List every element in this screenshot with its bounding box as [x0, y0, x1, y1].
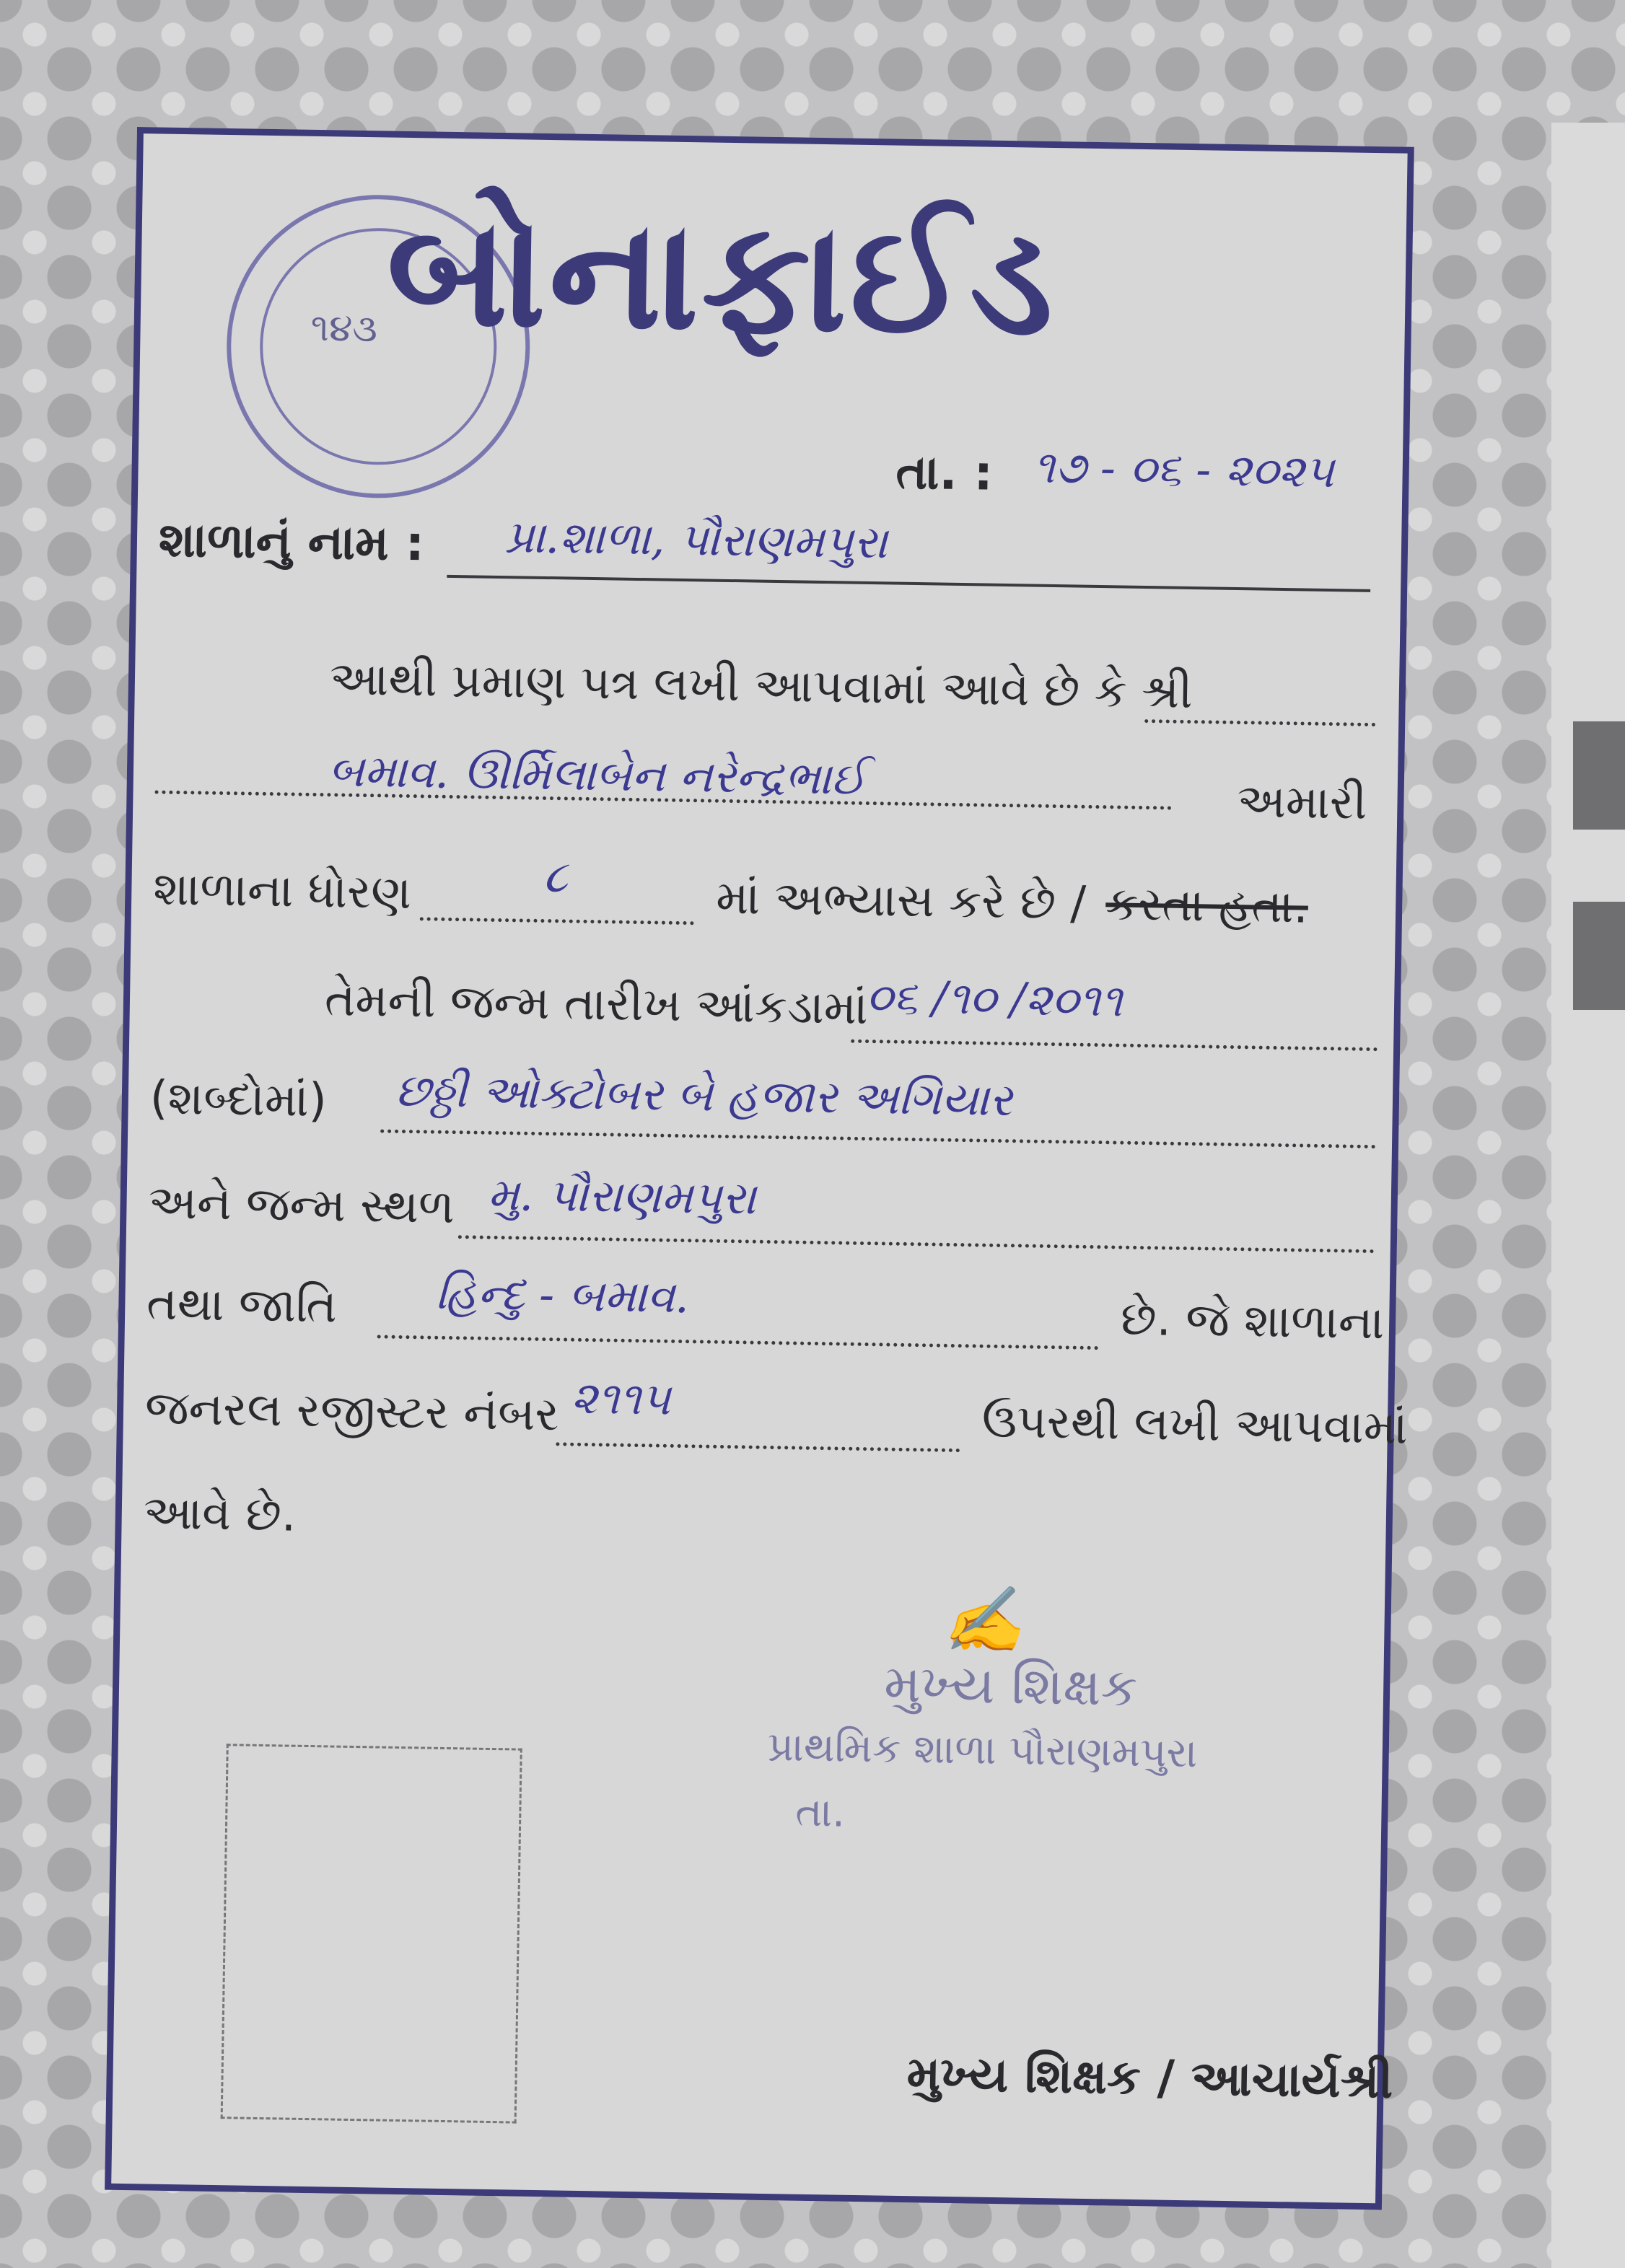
std-value: ૮	[543, 849, 569, 903]
register-suffix: ઉપરથી લખી આપવામાં	[981, 1394, 1409, 1455]
our-label: અમારી	[1236, 775, 1367, 830]
footer-signature-label: મુખ્ય શિક્ષક / આચાર્યશ્રી	[906, 2046, 1393, 2109]
certificate-title: બોનાફાઈડ	[385, 182, 1058, 370]
school-name-line	[447, 575, 1370, 592]
dob-words-label: (શબ્દોમાં)	[149, 1071, 328, 1128]
seal-number: ૧૪૩	[310, 306, 378, 351]
dob-label: તેમની જન્મ તારીખ આંકડામાં	[324, 973, 869, 1036]
studied-text: કરતા હતા.	[1105, 877, 1309, 934]
caste-suffix: છે. જે શાળાના	[1120, 1292, 1385, 1350]
school-name-label: શાળાનું નામ :	[158, 511, 425, 572]
std-label: શાળાના ધોરણ	[152, 862, 412, 920]
photo-placeholder	[221, 1744, 522, 2123]
dotted-line	[458, 1235, 1375, 1253]
certify-text: આથી પ્રમાણ પત્ર લખી આપવામાં આવે છે કે શ્રી	[329, 652, 1193, 720]
paper-tab	[1573, 902, 1625, 1010]
dotted-line	[851, 1040, 1377, 1051]
bonafide-certificate	[105, 127, 1414, 2210]
stamp-line-3: તા.	[794, 1788, 846, 1837]
caste-label: તથા જાતિ	[146, 1277, 338, 1334]
dotted-line	[556, 1442, 960, 1452]
dotted-line	[377, 1335, 1099, 1350]
birthplace-value: મુ. પૌરાણમપુરા	[487, 1167, 757, 1225]
stamp-line-2: પ્રાથમિક શાળા પૌરાણમપુરા	[767, 1723, 1198, 1777]
caste-value: હિન્દુ - બમાવ.	[435, 1266, 690, 1324]
birthplace-label: અને જન્મ સ્થળ	[147, 1176, 455, 1235]
register-value: ૨૧૧૫	[570, 1371, 671, 1425]
register-label: જનરલ રજીસ્ટર નંબર	[144, 1381, 560, 1442]
date-label: તા. :	[895, 444, 994, 501]
handwritten-signature: ✍	[942, 1581, 1025, 1659]
stamp-line-1: મુખ્ય શિક્ષક	[883, 1653, 1139, 1718]
dotted-line	[1144, 719, 1375, 726]
studying-text: માં અભ્યાસ કરે છે /	[715, 871, 1087, 931]
background-paper-edge	[1551, 123, 1625, 2268]
date-value: ૧૭ - ૦૬ - ૨૦૨૫	[1033, 440, 1335, 498]
dotted-line	[380, 1129, 1376, 1148]
dob-words-value: છઠ્ઠી ઓક્ટોબર બે હજાર અગિયાર	[395, 1063, 1013, 1127]
paper-tab	[1573, 721, 1625, 830]
dob-value: ૦૬ /૧૦ /૨૦૧૧	[865, 970, 1124, 1027]
student-name-value: બમાવ. ઊર્મિલાબેન નરેન્દ્રભાઈ	[328, 744, 867, 805]
closing-text: આવે છે.	[143, 1486, 297, 1542]
school-name-value: પ્રા.શાળા, પૌરાણમપુરા	[504, 510, 888, 569]
dotted-line	[420, 917, 694, 925]
